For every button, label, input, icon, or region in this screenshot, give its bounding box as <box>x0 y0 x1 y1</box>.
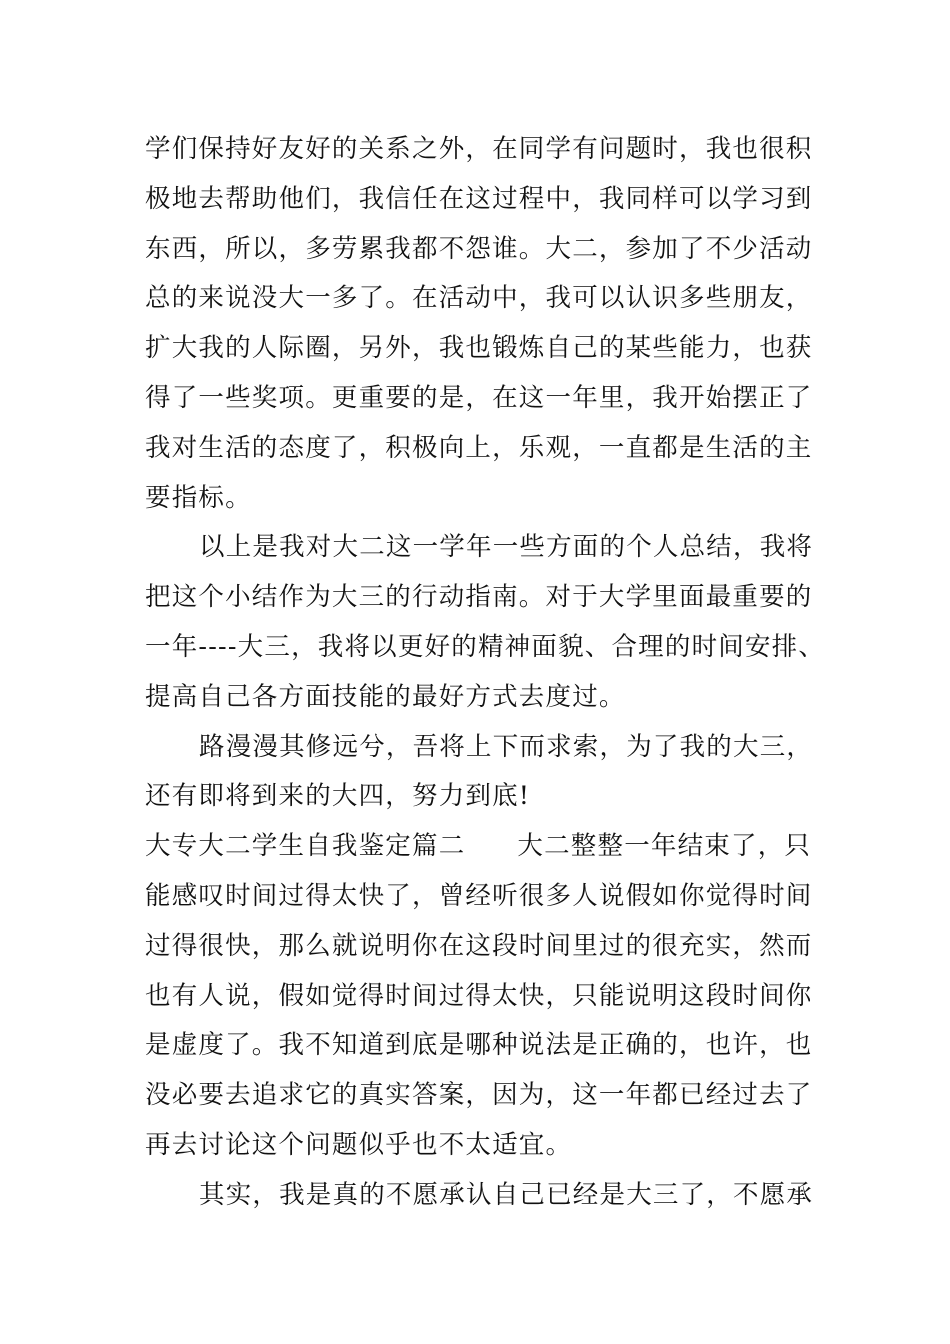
text-line: 扩大我的人际圈，另外，我也锻炼自己的某些能力，也获 <box>145 333 813 364</box>
text-line: 其实，我是真的不愿承认自己已经是大三了，不愿承 <box>199 1179 814 1210</box>
text-line: 能感叹时间过得太快了，曾经听很多人说假如你觉得时间 <box>145 880 813 911</box>
text-line: 没必要去追求它的真实答案，因为，这一年都已经过去了 <box>145 1080 813 1111</box>
text-line: 把这个小结作为大三的行动指南。对于大学里面最重要的 <box>145 582 813 613</box>
paragraph-2 <box>145 523 825 722</box>
text-line: 极地去帮助他们，我信任在这过程中，我同样可以学习到 <box>145 183 813 214</box>
paragraph-1 <box>145 125 825 523</box>
text-line: 再去讨论这个问题似乎也不太适宜。 <box>145 1129 573 1160</box>
text-line: 要指标。 <box>145 482 252 513</box>
text-line: 得了一些奖项。更重要的是，在这一年里，我开始摆正了 <box>145 382 813 413</box>
text-line: 总的来说没大一多了。在活动中，我可以认识多些朋友， <box>145 283 813 314</box>
heading-line <box>145 822 825 872</box>
paragraph-4 <box>145 822 825 1171</box>
text-line: 也有人说，假如觉得时间过得太快，只能说明这段时间你 <box>145 980 813 1011</box>
text-line: 以上是我对大二这一学年一些方面的个人总结，我将 <box>199 532 814 563</box>
section-heading: 大专大二学生自我鉴定篇二 <box>145 831 466 862</box>
text-line: 过得很快，那么就说明你在这段时间里过的很充实，然而 <box>145 930 813 961</box>
text-line: 大二整整一年结束了，只 <box>517 831 812 862</box>
paragraph-5 <box>145 1171 825 1221</box>
document-body <box>145 125 825 1221</box>
text-line: 东西，所以，多劳累我都不怨谁。大二，参加了不少活动 <box>145 233 813 264</box>
text-line: 还有即将到来的大四，努力到底! <box>145 781 531 812</box>
text-line: 提高自己各方面技能的最好方式去度过。 <box>145 681 626 712</box>
paragraph-3 <box>145 723 825 823</box>
text-line: 学们保持好友好的关系之外，在同学有问题时，我也很积 <box>145 134 813 164</box>
text-line: 是虚度了。我不知道到底是哪种说法是正确的，也许，也 <box>145 1030 813 1061</box>
text-line: 一年----大三，我将以更好的精神面貌、合理的时间安排、 <box>145 631 826 662</box>
text-line: 我对生活的态度了，积极向上，乐观，一直都是生活的主 <box>145 432 813 463</box>
text-line: 路漫漫其修远兮，吾将上下而求索，为了我的大三， <box>199 731 814 762</box>
